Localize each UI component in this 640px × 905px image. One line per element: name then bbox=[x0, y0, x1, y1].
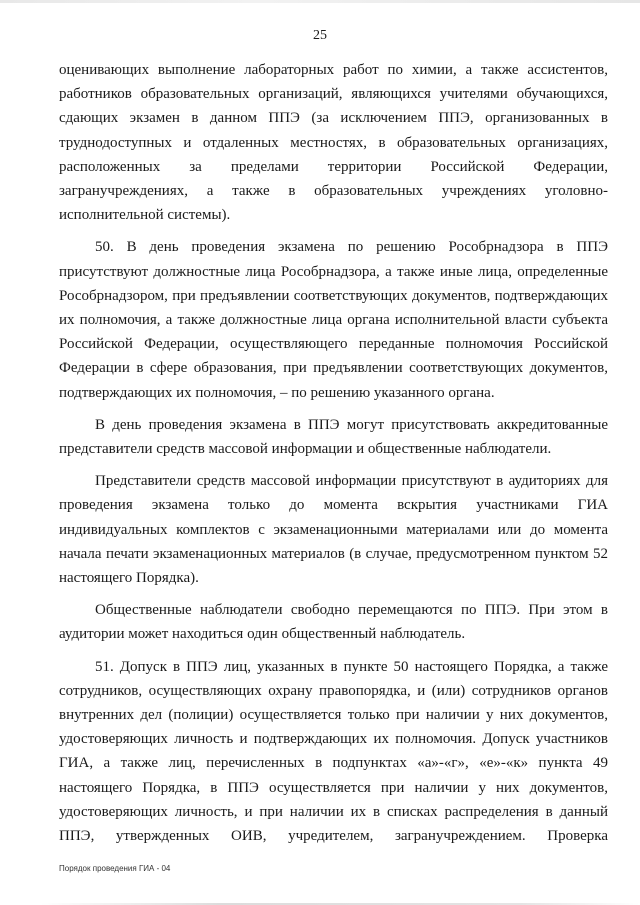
paragraph-media-representatives: Представители средств массовой информации присутствуют в аудиториях для проведения экзамена только до момента вскрытия участниками ГИА индивидуальных комплектов с экзаменационными материалами или до момента начала печати экзаменационных материалов (в случае, предусмотренном пунктом 52 настоящего Порядка). bbox=[59, 473, 608, 587]
paragraph-item-51: 51. Допуск в ППЭ лиц, указанных в пункте 50 настоящего Порядка, а также сотрудников, осуществляющих охрану правопорядка, и (или) сотрудников органов внутренних дел (полиции) осуществляется только при наличии у них документов, удостоверяющих личность и подтверждающих их полномочия. Допуск участников ГИА, а также лиц, перечисленных в подпунктах «а»-«г», «е»-«к» пункта 49 настоящего Порядка, в ППЭ осуществляется при наличии у них документов, удостоверяющих личность, и при наличии их в списках распределения в данный ППЭ, утвержденных ОИВ, учредителем, загранучреждением. Проверка bbox=[59, 658, 608, 845]
document-body bbox=[59, 58, 608, 856]
paragraph-item-50: 50. В день проведения экзамена по решению Рособрнадзора в ППЭ присутствуют должностные лица Рособрнадзора, а также иные лица, определенные Рособрнадзором, при предъявлении соответствующих документов, подтверждающих их полномочия, а также должностные лица органа исполнительной власти субъекта Российской Федерации, осуществляющего переданные полномочия Российской Федерации в сфере образования, при предъявлении соответствующих документов, подтверждающих их полномочия, – по решению указанного органа. bbox=[59, 239, 608, 401]
paragraph-public-observers: Общественные наблюдатели свободно перемещаются по ППЭ. При этом в аудитории может находиться один общественный наблюдатель. bbox=[59, 602, 608, 643]
paragraph-continuation: оценивающих выполнение лабораторных работ по химии, а также ассистентов, работников образовательных организаций, являющихся учителями обучающихся, сдающих экзамен в данном ППЭ (за исключением ППЭ, организованных в труднодоступных и отдаленных местностях, в образовательных организациях, расположенных за пределами территории Российской Федерации, загранучреждениях, а также в образовательных учреждениях уголовно-исполнительной системы). bbox=[59, 62, 608, 224]
page-footer: Порядок проведения ГИА - 04 bbox=[59, 864, 171, 873]
scan-top-edge bbox=[0, 0, 640, 3]
paragraph-media-observers: В день проведения экзамена в ППЭ могут присутствовать аккредитованные представители средств массовой информации и общественные наблюдатели. bbox=[59, 416, 608, 458]
page-number: 25 bbox=[313, 28, 327, 43]
